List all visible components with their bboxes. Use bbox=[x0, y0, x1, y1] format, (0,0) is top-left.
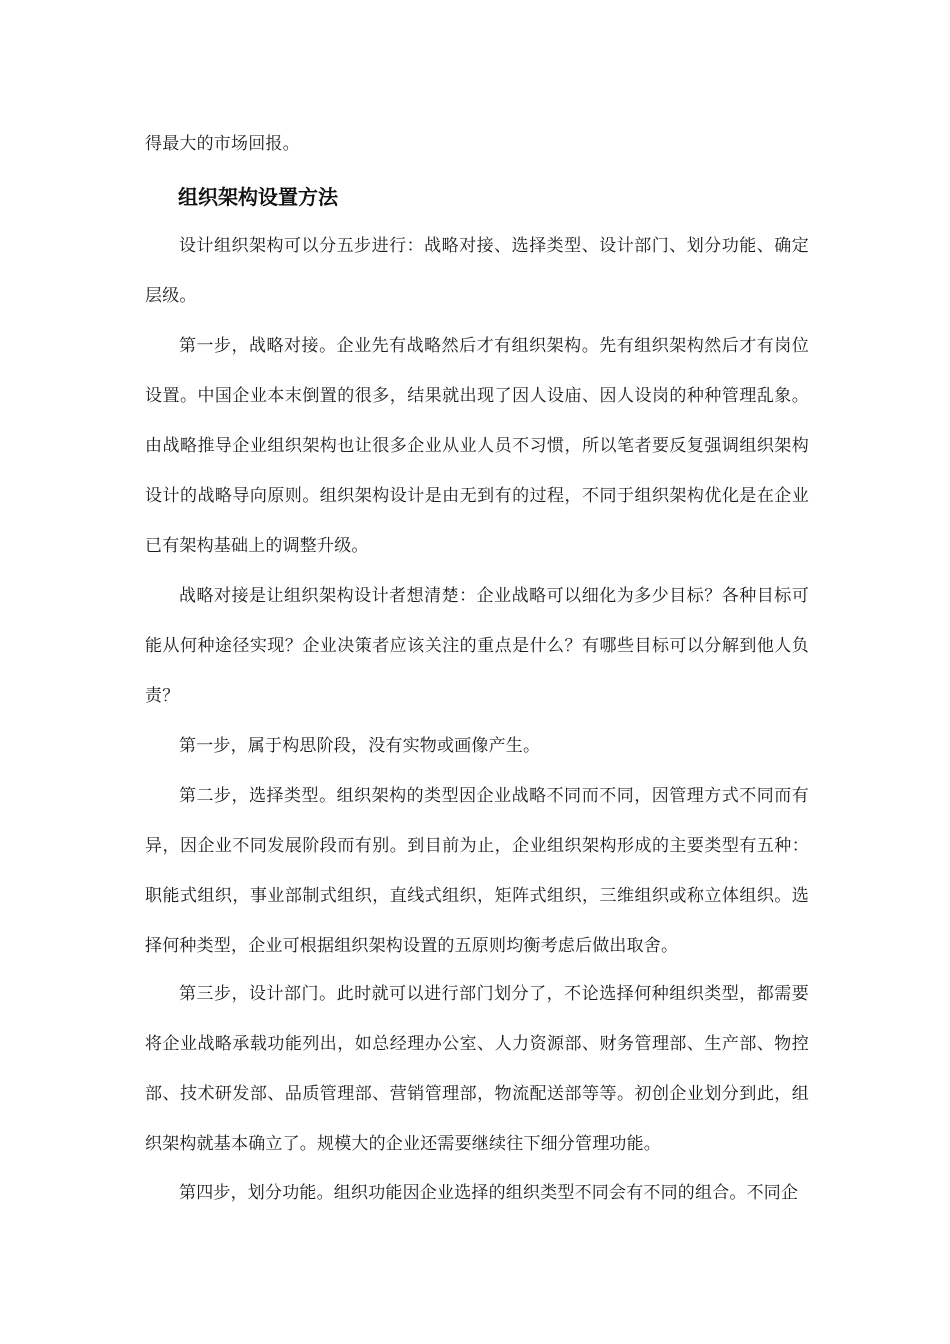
paragraph-step-two: 第二步，选择类型。组织架构的类型因企业战略不同而不同，因管理方式不同而有异，因企业不同发展阶段而有别。到目前为止，企业组织架构形成的主要类型有五种：职能式组织，事业部制式组织，直线式组织，矩阵式组织，三维组织或称立体组织。选择何种类型，企业可根据组织架构设置的五原则均衡考虑后做出取舍。 bbox=[145, 786, 809, 956]
paragraph-intro: 设计组织架构可以分五步进行：战略对接、选择类型、设计部门、划分功能、确定层级。 bbox=[145, 236, 809, 306]
paragraph-strategy-alignment: 战略对接是让组织架构设计者想清楚：企业战略可以细化为多少目标？各种目标可能从何种途径实现？企业决策者应该关注的重点是什么？有哪些目标可以分解到他人负责？ bbox=[145, 586, 809, 706]
continuation-paragraph: 得最大的市场回报。 bbox=[145, 134, 300, 154]
section-heading: 组织架构设置方法 bbox=[178, 185, 338, 209]
paragraph-step-four: 第四步，划分功能。组织功能因企业选择的组织类型不同会有不同的组合。不同企 bbox=[179, 1183, 799, 1203]
paragraph-step-three: 第三步，设计部门。此时就可以进行部门划分了，不论选择何种组织类型，都需要将企业战略承载功能列出，如总经理办公室、人力资源部、财务管理部、生产部、物控部、技术研发部、品质管理部、营销管理部，物流配送部等等。初创企业划分到此，组织架构就基本确立了。规模大的企业还需要继续往下细分管理功能。 bbox=[145, 984, 809, 1154]
paragraph-step-one: 第一步，战略对接。企业先有战略然后才有组织架构。先有组织架构然后才有岗位设置。中国企业本末倒置的很多，结果就出现了因人设庙、因人设岗的种种管理乱象。由战略推导企业组织架构也让很多企业从业人员不习惯，所以笔者要反复强调组织架构设计的战略导向原则。组织架构设计是由无到有的过程，不同于组织架构优化是在企业已有架构基础上的调整升级。 bbox=[145, 336, 809, 556]
paragraph-step-one-note: 第一步，属于构思阶段，没有实物或画像产生。 bbox=[179, 736, 541, 756]
